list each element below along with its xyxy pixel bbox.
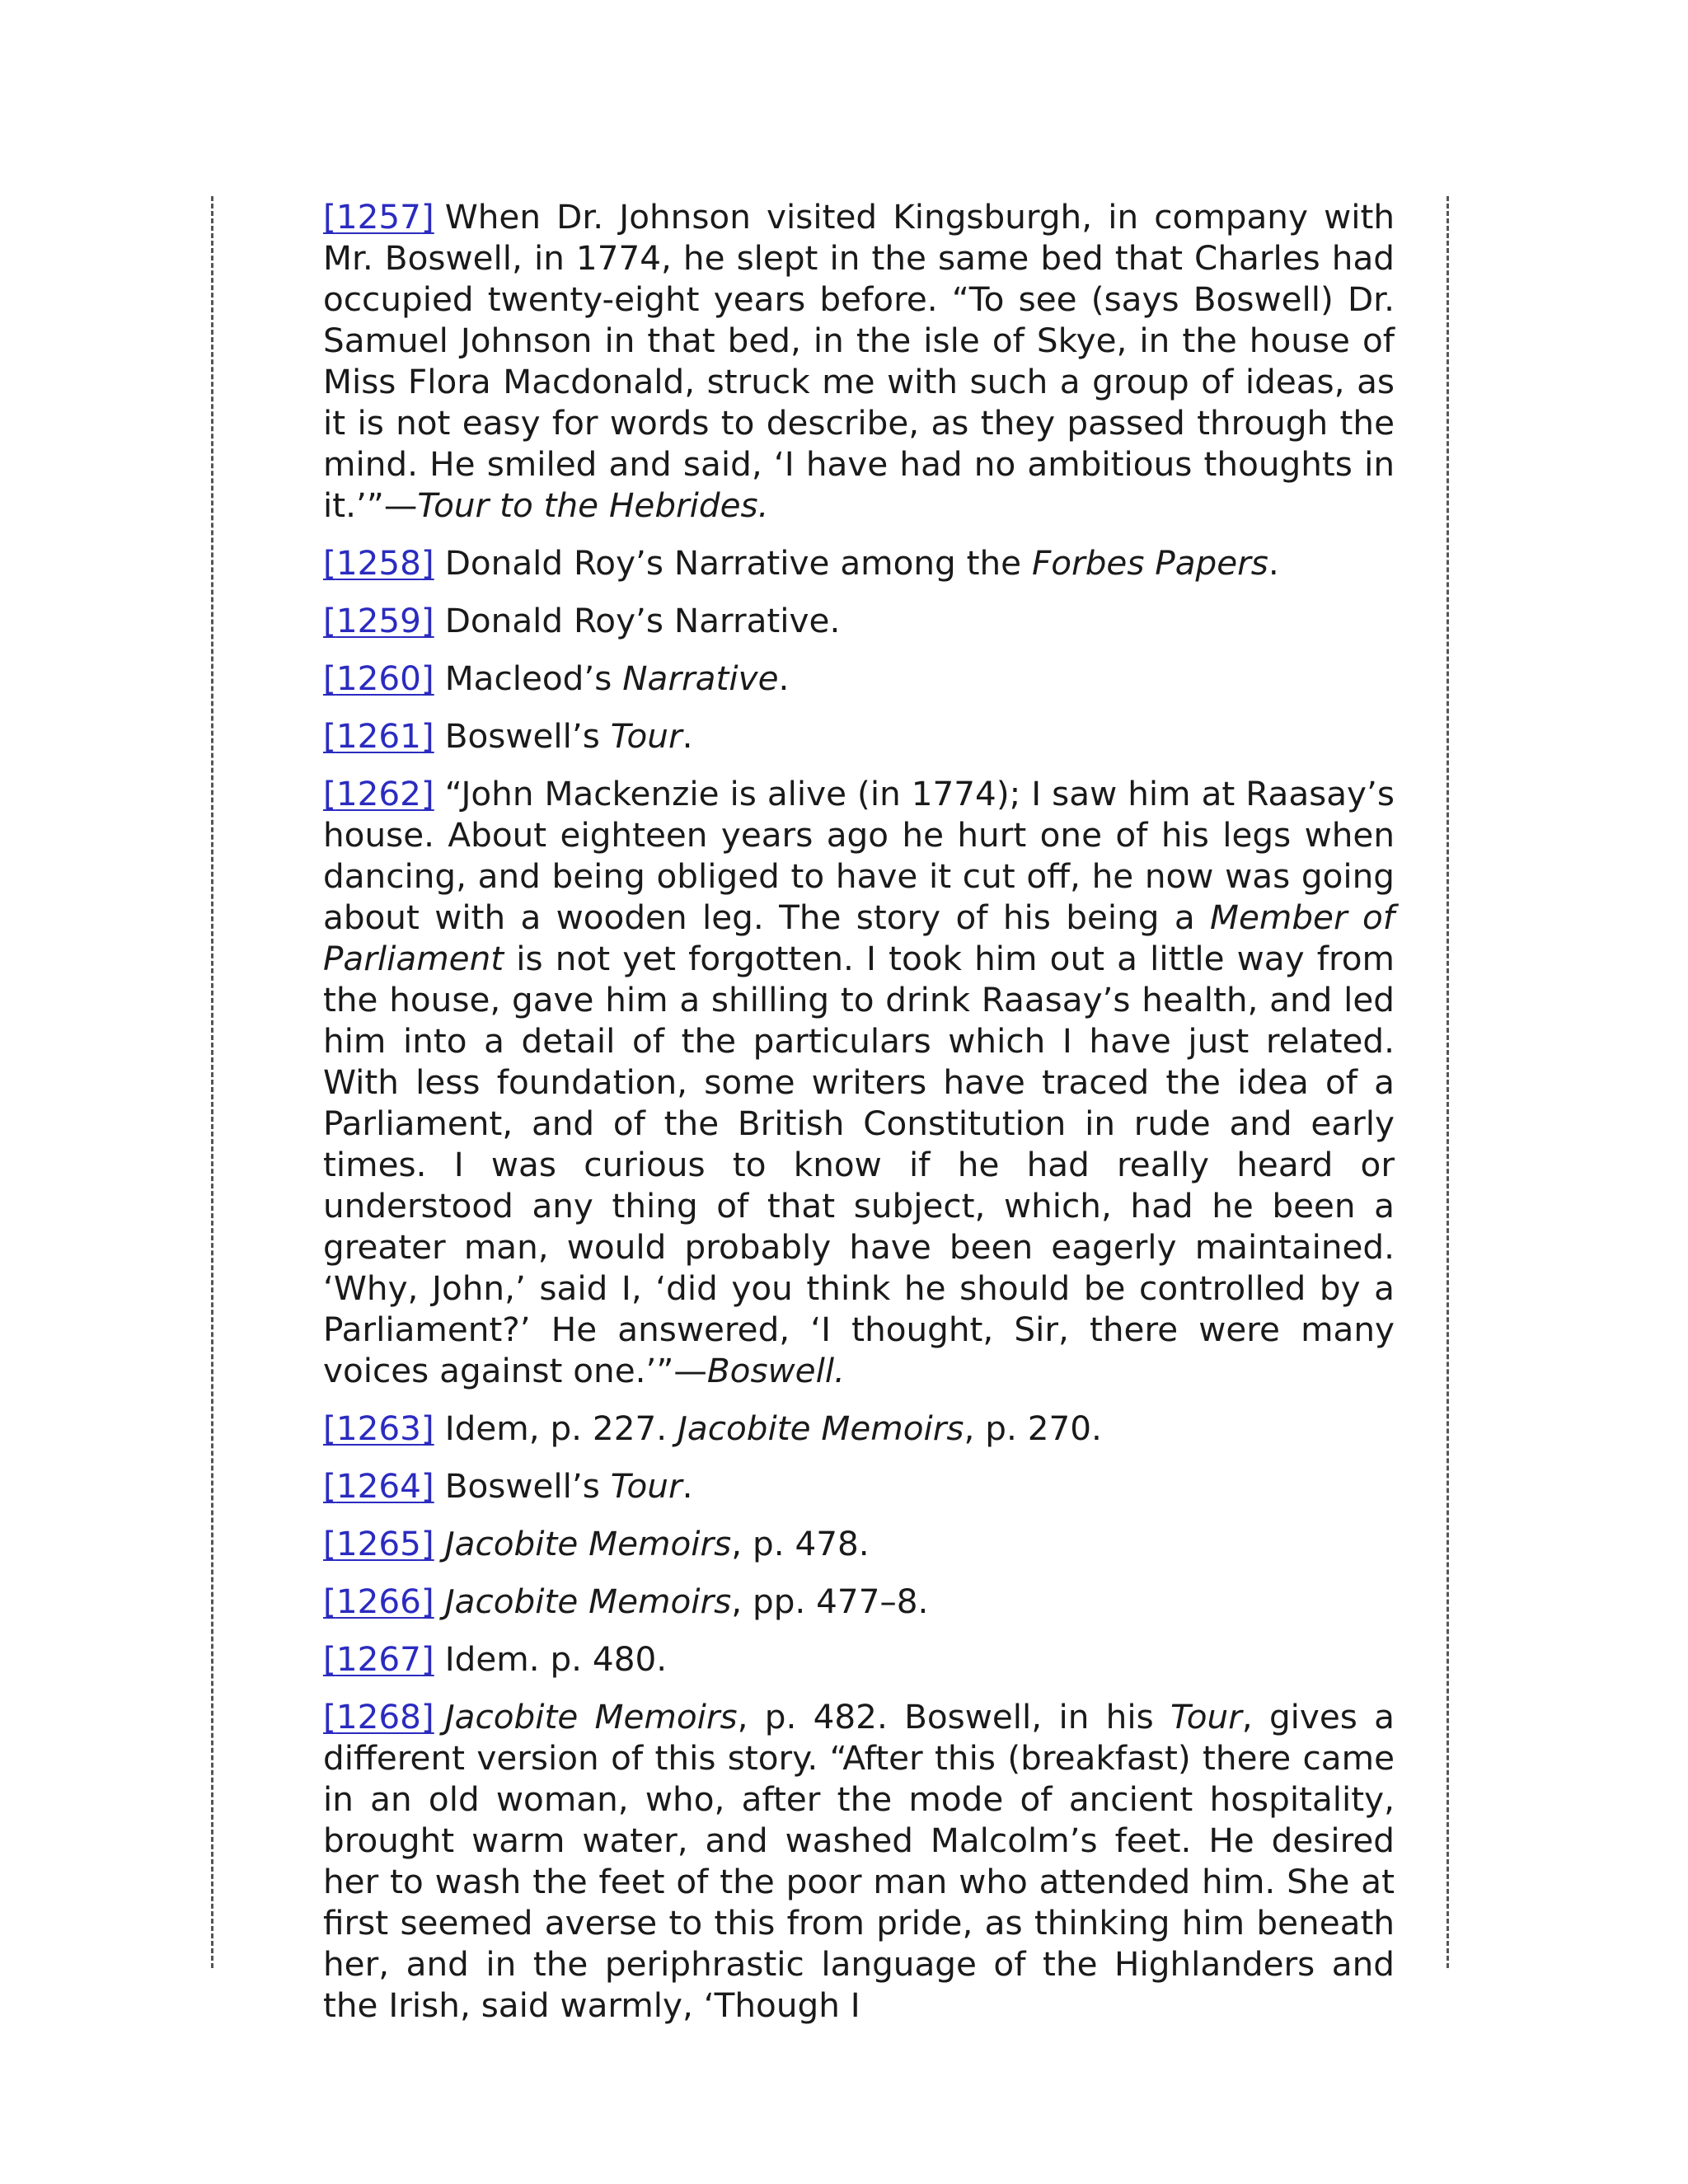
footnote-italic-text: Tour: [610, 716, 682, 756]
footnote: [323, 1696, 1395, 2026]
footnote-ref-link[interactable]: [ 1263 ]: [323, 1408, 434, 1448]
footnote-text: is not yet forgotten. I took him out a little way from the house, gave him a shilling to drink Raasay’s health, and led him into a detail of the particulars which I have just related. With less foundation, some writers have traced the idea of a Parliament, and of the British Constitution in rude and early times. I was curious to know if he had really heard or understood any thing of that subject, which, had he been a greater man, would probably have been eagerly maintained. ‘Why, John,’ said I, ‘did you think he should be controlled by a Parliament?’ He answered, ‘I thought, Sir, there were many voices against one.’”—: [323, 939, 1395, 1390]
footnote-ref-link[interactable]: [ 1258 ]: [323, 543, 434, 583]
footnote: [323, 1638, 1395, 1680]
footnote-ref-link[interactable]: [ 1259 ]: [323, 601, 434, 640]
footnote-text: When Dr. Johnson visited Kingsburgh, in company with Mr. Boswell, in 1774, he slept in the same bed that Charles had occupied twenty-eight years before. “To see (says Boswell) Dr. Samuel Johnson in that bed, in the isle of Skye, in the house of Miss Flora Macdonald, struck me with such a group of ideas, as it is not easy for words to describe, as they passed through the mind. He smiled and said, ‘I have had no ambitious thoughts in it.’”—: [323, 197, 1395, 525]
footnote: [323, 658, 1395, 699]
footnote: [323, 542, 1395, 583]
footnote-ref-link[interactable]: [ 1261 ]: [323, 716, 434, 756]
footnote-text: .: [682, 716, 693, 756]
footnote-italic-text: Jacobite Memoirs: [444, 1697, 738, 1736]
footnote-text: “John Mackenzie is alive (in 1774); I saw him at Raasay’s house. About eighteen years ago he hurt one of his legs when dancing, and being obliged to have it cut off, he now was going about with a wooden leg. The story of his being a: [323, 774, 1395, 937]
footnote-text: Donald Roy’s Narrative.: [444, 601, 841, 640]
footnote: [323, 1465, 1395, 1507]
footnote-italic-text: Jacobite Memoirs: [444, 1582, 732, 1621]
footnote-text: , gives a different version of this story. “After this (breakfast) there came in an old woman, who, after the mode of ancient hospitality, brought warm water, and washed Malcolm’s feet. He desired her to wash the feet of the poor man who attended him. She at first seemed averse to this from pride, as thinking him beneath her, and in the periphrastic language of the Highlanders and the Irish, said warmly, ‘Though I: [323, 1697, 1395, 2025]
footnote-text: Macleod’s: [444, 658, 623, 698]
footnote: [323, 196, 1395, 526]
footnote-text: Donald Roy’s Narrative among the: [444, 543, 1032, 583]
footnote-italic-text: Tour: [1170, 1697, 1242, 1736]
footnote-text: .: [1268, 543, 1279, 583]
footnote-ref-link[interactable]: [ 1265 ]: [323, 1524, 434, 1563]
footnote: [323, 1523, 1395, 1564]
footnote-text: .: [682, 1466, 693, 1506]
footnote-ref-link[interactable]: [ 1268 ]: [323, 1697, 434, 1736]
footnote-italic-text: Jacobite Memoirs: [677, 1408, 964, 1448]
footnote-italic-text: Forbes Papers: [1031, 543, 1268, 583]
footnote-text: , p. 478.: [731, 1524, 870, 1563]
footnote-italic-text: Jacobite Memoirs: [444, 1524, 732, 1563]
footnote: [323, 715, 1395, 757]
footnote-italic-text: Narrative: [622, 658, 779, 698]
footnote-italic-text: Member of Parliament: [323, 898, 1395, 978]
footnote: [323, 600, 1395, 641]
footnotes-list: [323, 196, 1395, 2042]
footnote-ref-link[interactable]: [ 1260 ]: [323, 658, 434, 698]
footnote-text: , pp. 477–8.: [731, 1582, 929, 1621]
footnote-ref-link[interactable]: [ 1264 ]: [323, 1466, 434, 1506]
footnote-text: Idem, p. 227.: [444, 1408, 678, 1448]
footnote-italic-text: Tour: [610, 1466, 682, 1506]
footnote: [323, 1581, 1395, 1622]
footnote-text: Boswell’s: [444, 1466, 611, 1506]
footnote: [323, 1408, 1395, 1449]
footnote-ref-link[interactable]: [ 1266 ]: [323, 1582, 434, 1621]
footnote-ref-link[interactable]: [ 1257 ]: [323, 197, 434, 237]
footnote-ref-link[interactable]: [ 1262 ]: [323, 774, 434, 813]
footnote-text: , p. 482. Boswell, in his: [737, 1697, 1170, 1736]
footnote-italic-text: Tour to the Hebrides.: [417, 485, 769, 525]
footnote-text: Boswell’s: [444, 716, 611, 756]
footnote-italic-text: Boswell.: [706, 1351, 845, 1390]
footnote-text: , p. 270.: [964, 1408, 1102, 1448]
footnote-text: Idem. p. 480.: [444, 1639, 668, 1679]
footnote-text: .: [778, 658, 790, 698]
footnote-ref-link[interactable]: [ 1267 ]: [323, 1639, 434, 1679]
footnote: [323, 773, 1395, 1391]
